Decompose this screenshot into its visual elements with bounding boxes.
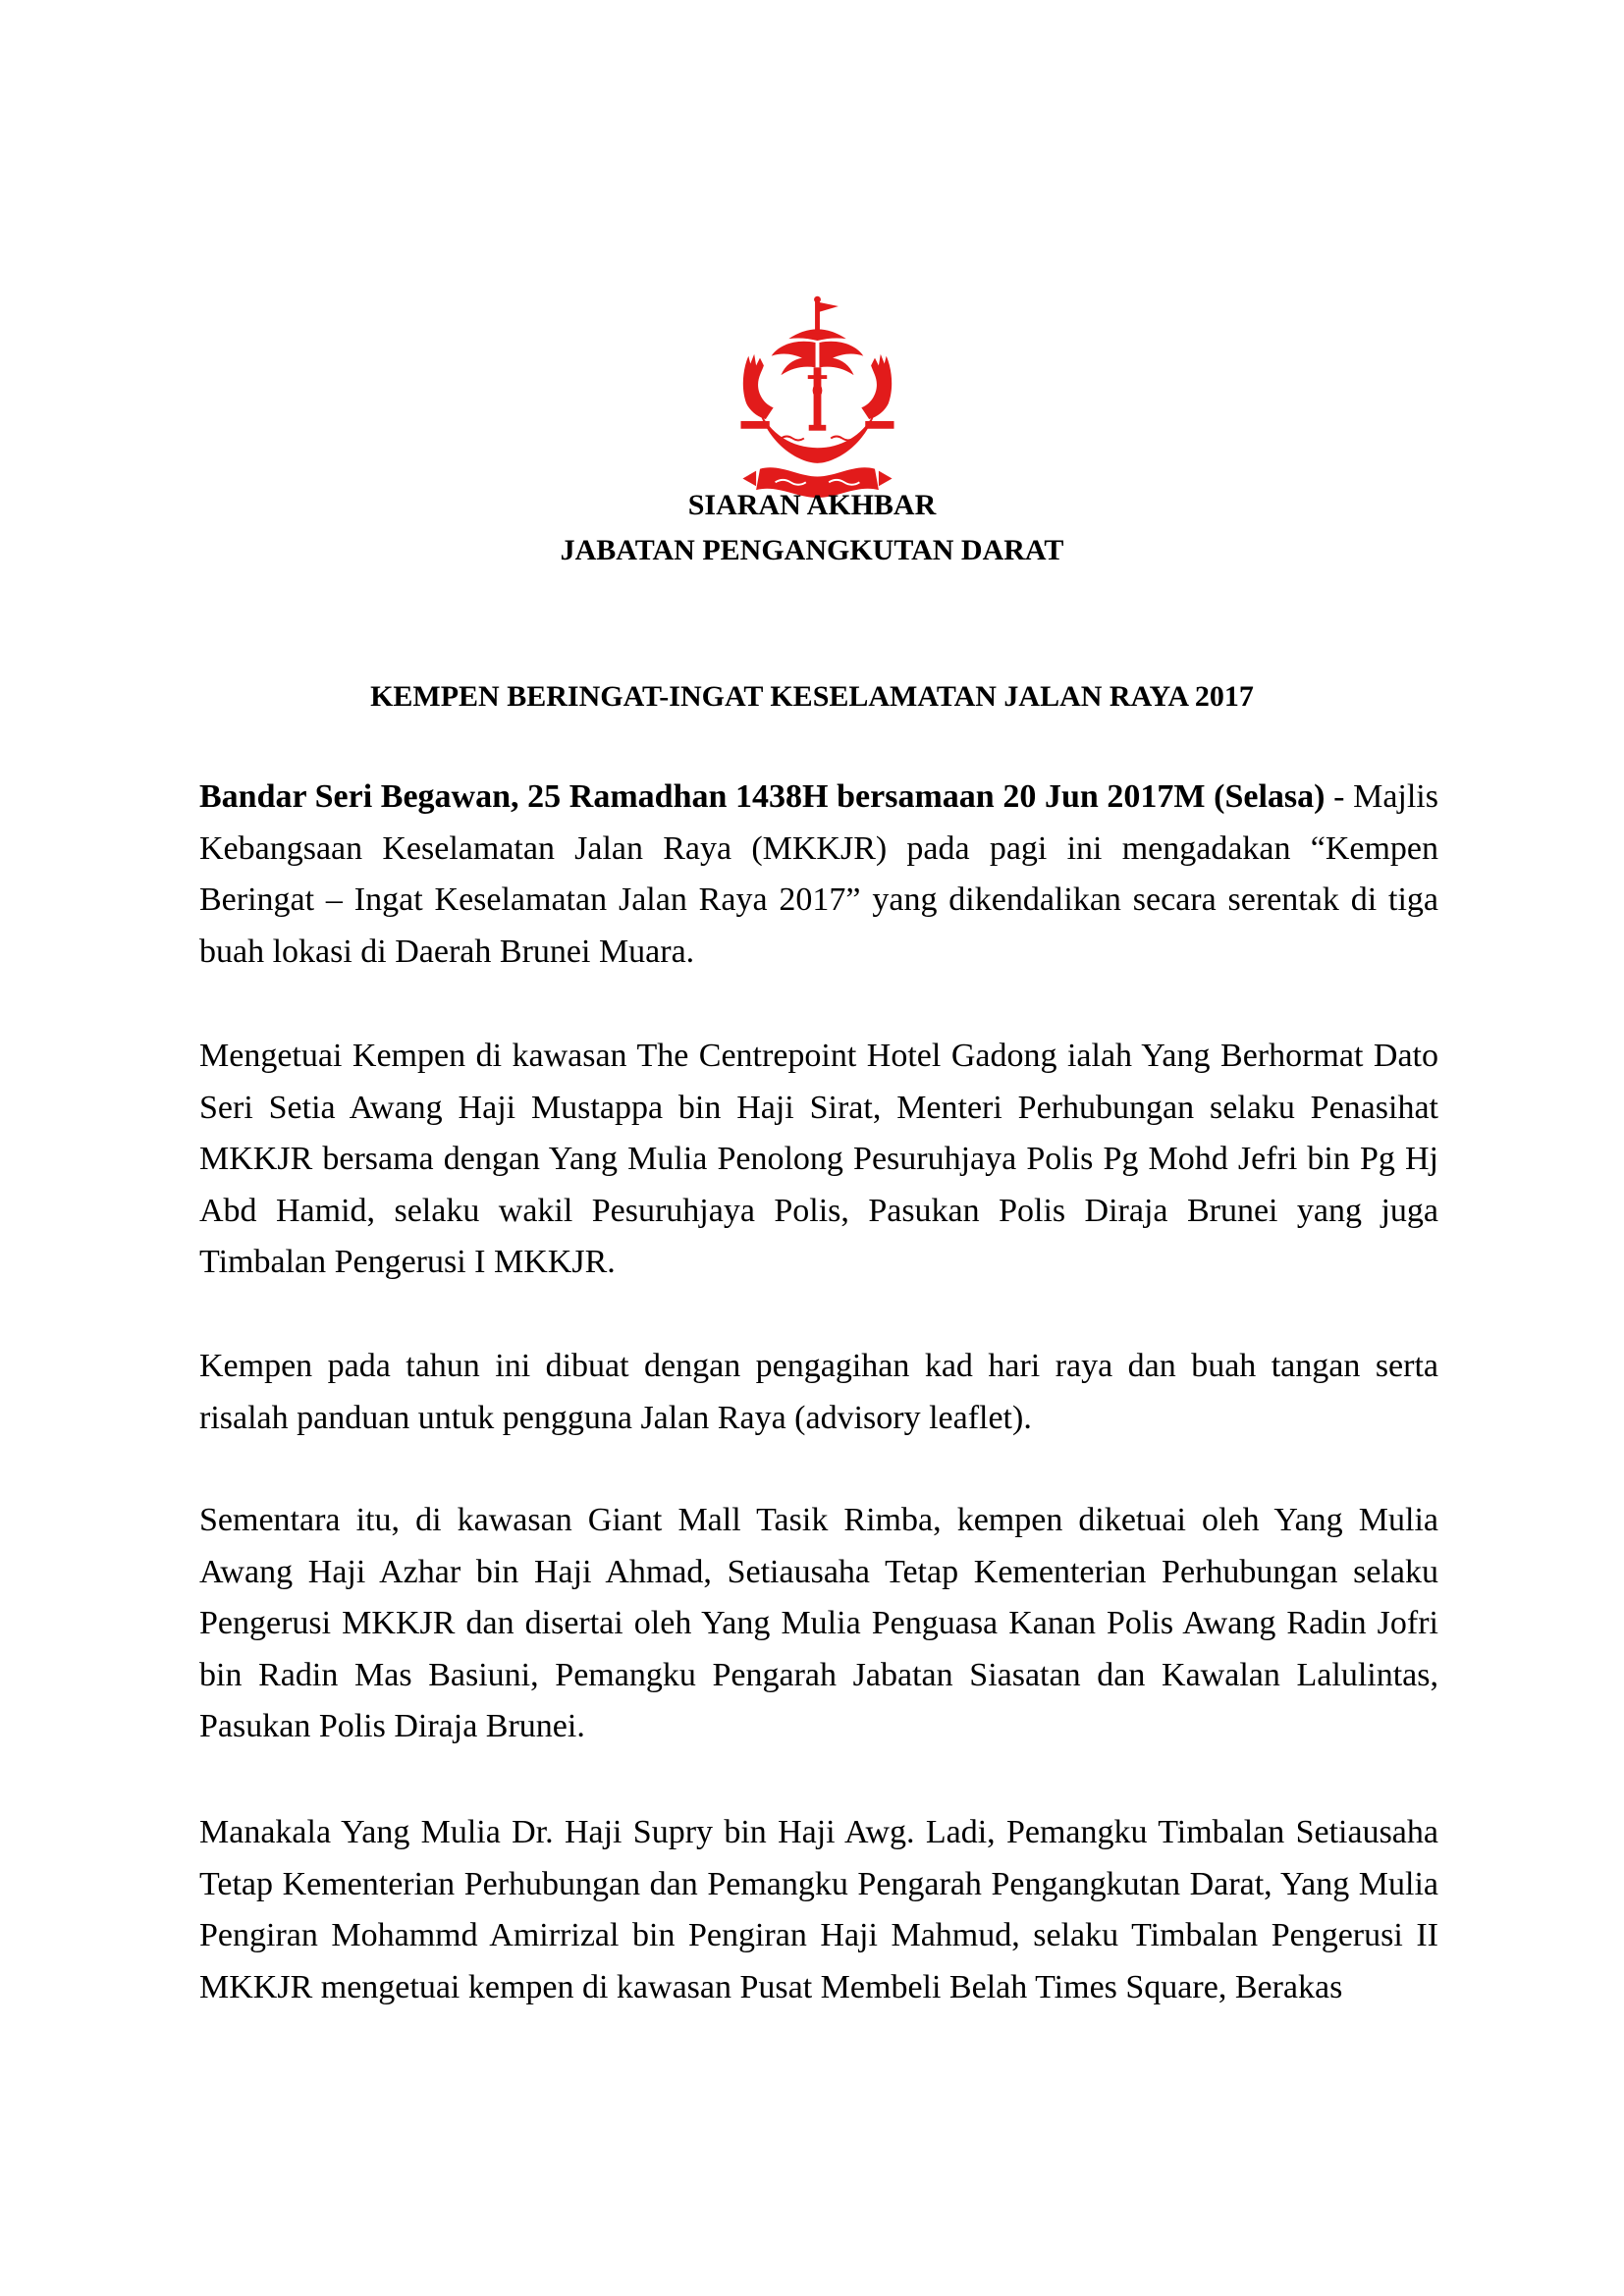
paragraph-3: Kempen pada tahun ini dibuat dengan pengagihan kad hari raya dan buah tangan serta risalah panduan untuk pengguna Jalan Raya (advisory leaflet). — [199, 1348, 1438, 1436]
paragraph-4: Sementara itu, di kawasan Giant Mall Tasik Rimba, kempen diketuai oleh Yang Mulia Awang Haji Azhar bin Haji Ahmad, Setiausaha Tetap Kementerian Perhubungan selaku Pengerusi MKKJR dan disertai oleh Yang Mulia Penguasa Kanan Polis Awang Radin Jofri bin Radin Mas Basiuni, Pemangku Pengarah Jabatan Siasatan dan Kawalan Lalulintas, Pasukan Polis Diraja Brunei. — [199, 1502, 1438, 1744]
document-title: KEMPEN BERINGAT-INGAT KESELAMATAN JALAN RAYA 2017 — [370, 680, 1254, 713]
header-line-2: JABATAN PENGANGKUTAN DARAT — [560, 534, 1064, 566]
paragraph-5: Manakala Yang Mulia Dr. Haji Supry bin Haji Awg. Ladi, Pemangku Timbalan Setiausaha Tetap Kementerian Perhubungan dan Pemangku Pengarah Pengangkutan Darat, Yang Mulia Pengiran Mohammd Amirrizal bin Pengiran Haji Mahmud, selaku Timbalan Pengerusi II MKKJR mengetuai kempen di kawasan Pusat Membeli Belah Times Square, Berakas — [199, 1814, 1438, 2005]
paragraph-1 — [199, 772, 1438, 978]
brunei-crest-icon — [722, 294, 913, 506]
dateline-separator: - — [1325, 778, 1354, 815]
dateline: Bandar Seri Begawan, 25 Ramadhan 1438H bersamaan 20 Jun 2017M (Selasa) — [199, 778, 1326, 815]
paragraph-2: Mengetuai Kempen di kawasan The Centrepoint Hotel Gadong ialah Yang Berhormat Dato Seri Setia Awang Haji Mustappa bin Haji Sirat, Menteri Perhubungan selaku Penasihat MKKJR bersama dengan Yang Mulia Penolong Pesuruhjaya Polis Pg Mohd Jefri bin Pg Hj Abd Hamid, selaku wakil Pesuruhjaya Polis, Pasukan Polis Diraja Brunei yang juga Timbalan Pengerusi I MKKJR. — [199, 1038, 1438, 1280]
header-line-1: SIARAN AKHBAR — [687, 489, 937, 521]
paragraph-1-body: Majlis Kebangsaan Keselamatan Jalan Raya (MKKJR) pada pagi ini mengadakan “Kempen Beringat – Ingat Keselamatan Jalan Raya 2017” yang dikendalikan secara serentak di tiga buah lokasi di Daerah Brunei Muara. — [199, 778, 1438, 970]
